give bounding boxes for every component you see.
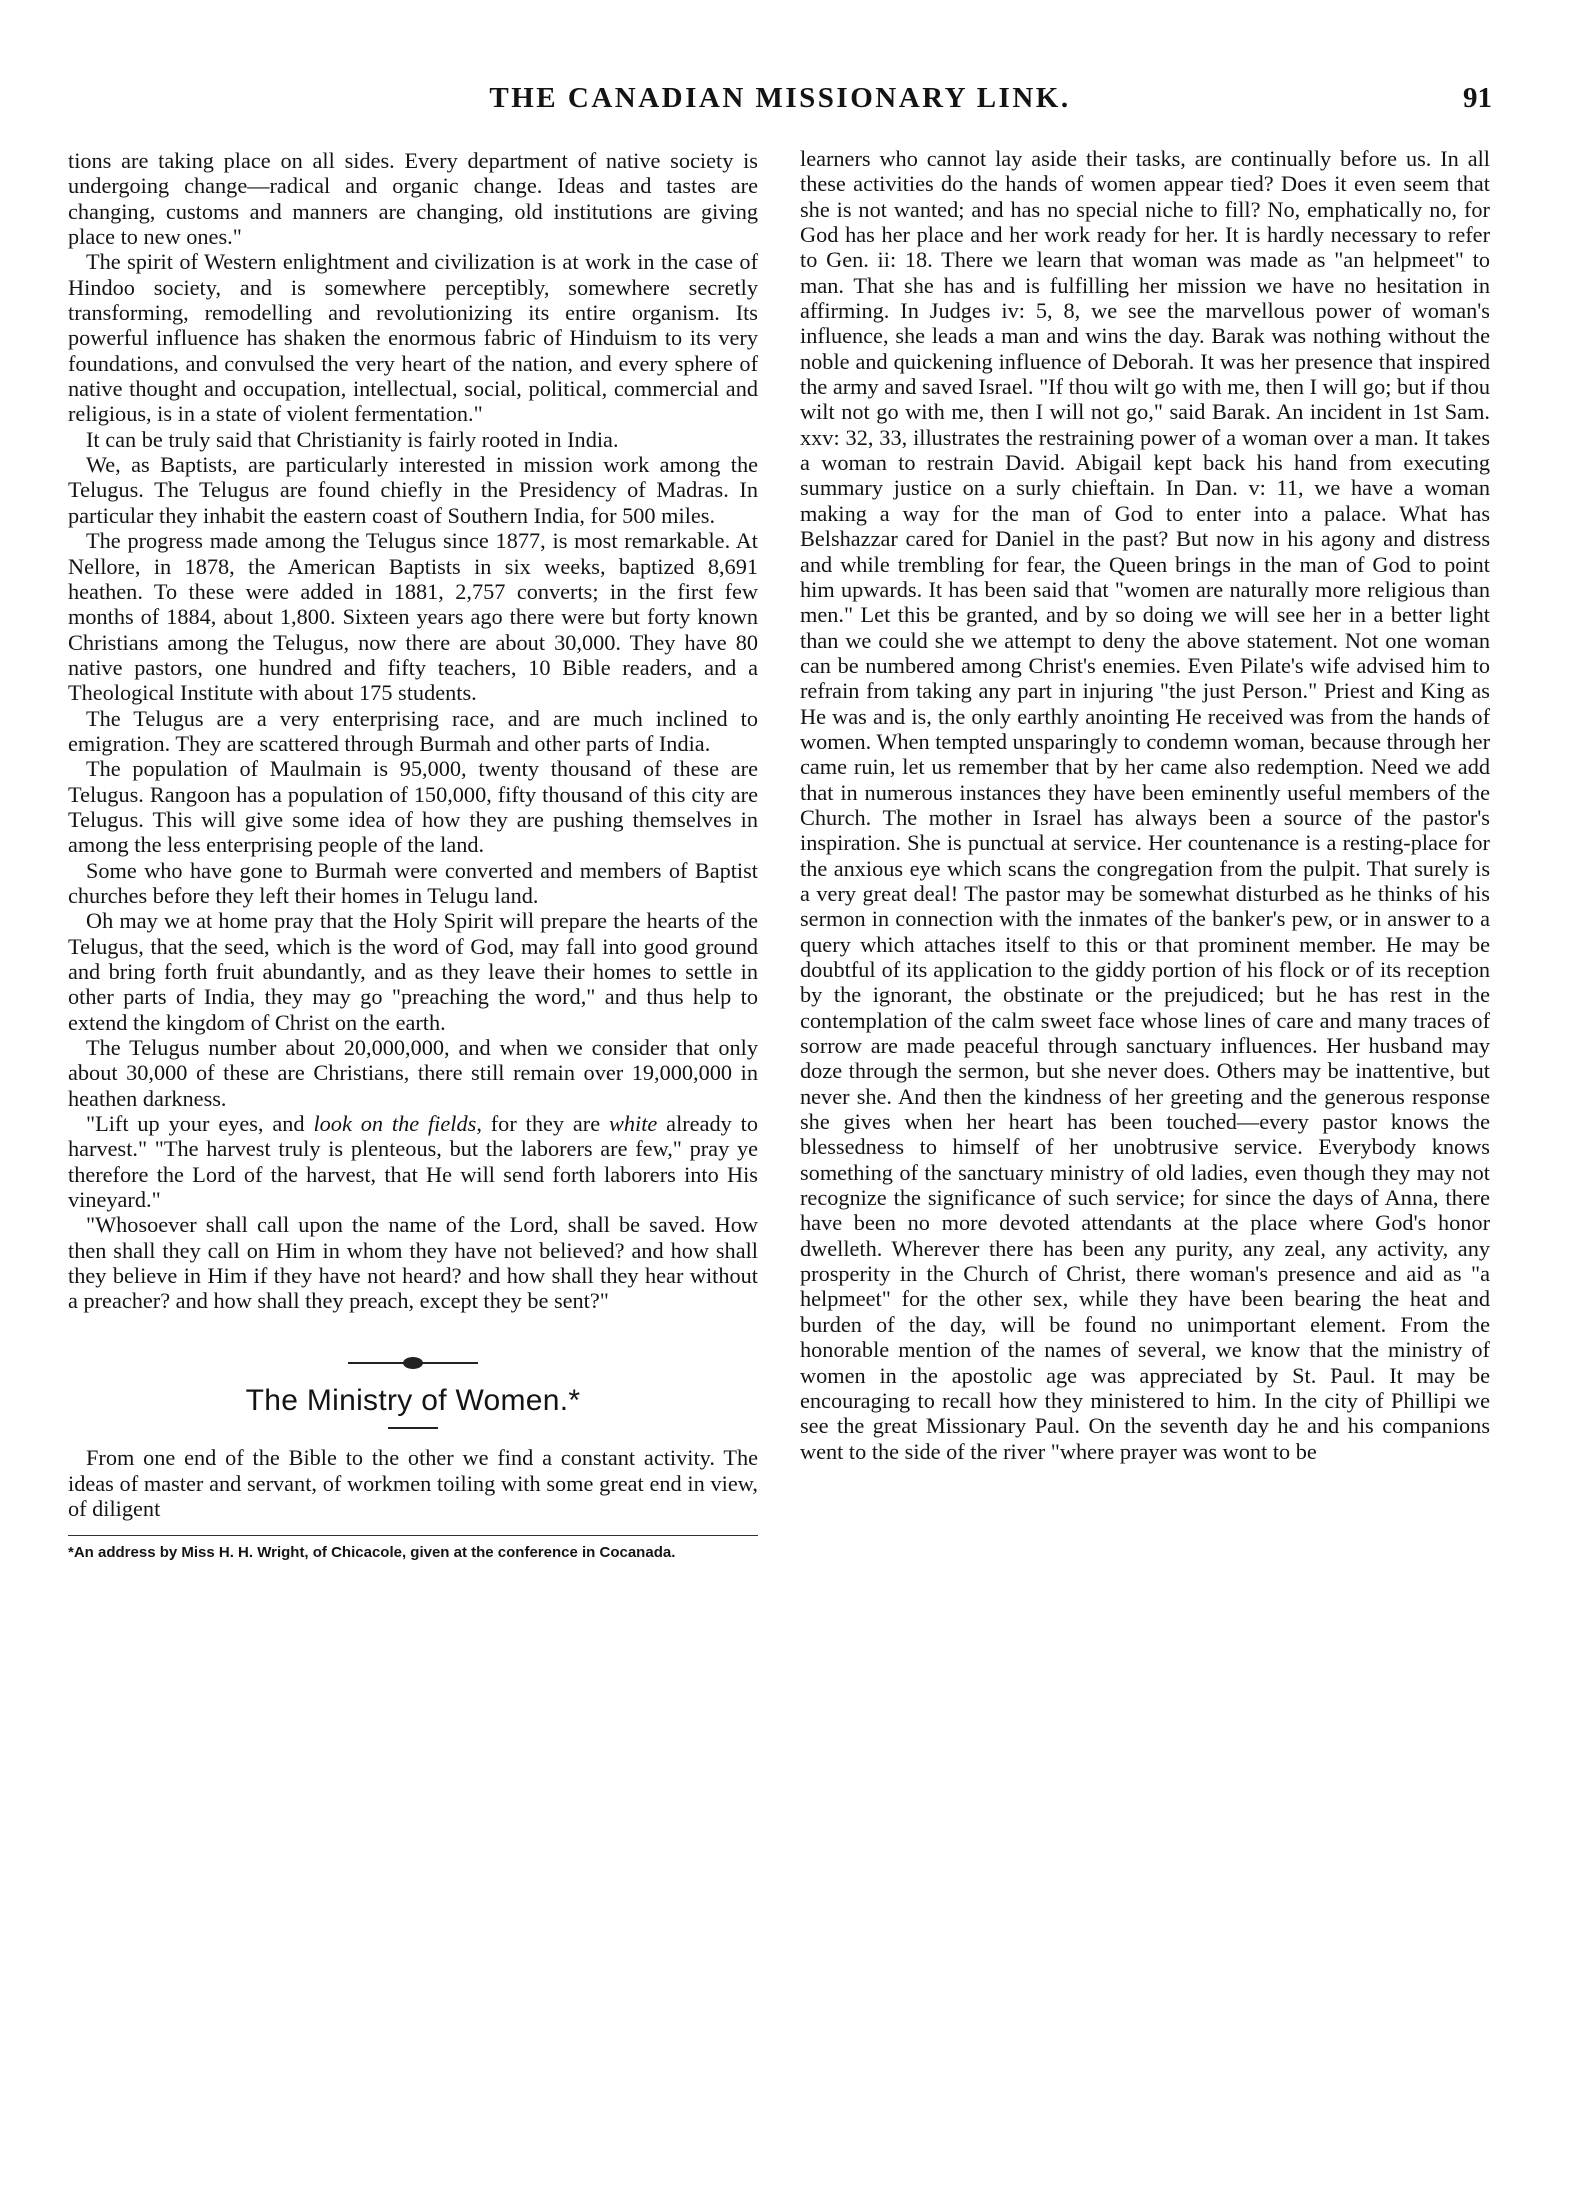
title-rule xyxy=(388,1427,438,1429)
paragraph: "Whosoever shall call upon the name of the Lord, shall be saved. How then shall they call on Him in whom they have not believed? and how shall they believe in Him if they have not heard? and how shall they hear without a preacher? and how shall they preach, except they be sent?" xyxy=(68,1212,758,1314)
section-title: The Ministry of Women.* xyxy=(245,1383,581,1417)
paragraph-harvest xyxy=(68,1111,758,1212)
paragraph: learners who cannot lay aside their tasks, are continually before us. In all these activities do the hands of women appear tied? Does it even seem that she is not wanted; and has no special niche to fill? No, emphatically no, for God has her place and her work ready for her. It is hardly necessary to refer to Gen. ii: 18. There we learn that woman was made as "an helpmeet" to man. That she has and is fulfilling her mission we have no hesitation in affirming. In Judges iv: 5, 8, we see the marvellous power of woman's influence, she leads a man and wins the day. Barak was nothing without the noble and quickening influence of Deborah. It was her presence that inspired the army and saved Israel. "If thou wilt go with me, then I will go; but if thou wilt not go with me, then I will not go," said Barak. An incident in 1st Sam. xxv: 32, 33, illustrates the restraining power of a woman over a man. It takes a woman to restrain David. Abigail kept back his hand from executing summary justice on a surly chieftain. In Dan. v: 11, we have a woman making a way for the man of God to enter into a palace. What has Belshazzar cared for Daniel in the past? But now in his agony and distress and while trembling for fear, the Queen brings in the man of God to point him upwards. It has been said that "women are naturally more religious than men." Let this be granted, and by so doing we will see her in a better light than we could she we attempt to deny the above statement. Not one woman can be numbered among Christ's enemies. Even Pilate's wife advised him to refrain from taking any part in injuring "the just Person." Priest and King as He was and is, the only earthly anointing He received was from the hands of women. When tempted unsparingly to condemn woman, because through her came ruin, let us remember that by her came also redemption. Need we add that in numerous instances they have been eminently useful members of the Church. The mother in Israel has always been a source of the pastor's inspiration. She is punctual at service. Her countenance is a resting-place for the anxious eye which scans the congregation from the pulpit. That surely is a very great deal! The pastor may be somewhat disturbed as he thinks of his sermon in connection with the inmates of the banker's pew, or in answer to a query which attaches itself to this or that prominent member. He may be doubtful of its application to the giddy portion of his flock or of its reception by the ignorant, the obstinate or the prejudiced; but he has rest in the contemplation of the calm sweet face whose lines of care and many traces of sorrow are made peaceful through sanctuary influences. Her husband may doze through the sermon, but she never does. Others may be inattentive, but never she. And then the kindness of her greeting and the generous response she gives when her heart has been touched—every pastor knows the blessedness to himself of her unobtrusive service. Everybody knows something of the sanctuary ministry of old ladies, even though they may not recognize the significance of such service; for since the days of Anna, there have been no more devoted attendants at the place where God's honor dwelleth. Wherever there has been any purity, any zeal, any activity, any prosperity in the Church of Christ, there woman's presence and aid as "a helpmeet" for the other sex, while they have been bearing the heat and burden of the day, will be found no unimportant element. From the honorable mention of the names of several, we know that the ministry of women in the apostolic age was appreciated by St. Paul. It may be encouraging to recall how they ministered to him. In the city of Phillipi we see the great Missionary Paul. On the seventh day he and his companions went to the side of the river "where prayer was wont to be xyxy=(800,146,1490,1464)
page-header xyxy=(60,82,1500,122)
italic-text: white xyxy=(608,1111,658,1137)
paragraph: From one end of the Bible to the other we find a constant activity. The ideas of master and servant, of workmen toiling with some great end in view, of diligent xyxy=(68,1445,758,1521)
text-run: , for they are xyxy=(476,1111,609,1137)
paragraph: Oh may we at home pray that the Holy Spirit will prepare the hearts of the Telugus, that the seed, which is the word of God, may fall into good ground and bring forth fruit abundantly, and as they leave their homes to settle in other parts of India, they may go "preaching the word," and thus help to extend the kingdom of Christ on the earth. xyxy=(68,908,758,1035)
right-column xyxy=(800,146,1490,1464)
paragraph: It can be truly said that Christianity is fairly rooted in India. xyxy=(86,426,619,452)
paragraph: The Telugus number about 20,000,000, and when we consider that only about 30,000 of these are Christians, there still remain over 19,000,000 in heathen darkness. xyxy=(68,1035,758,1111)
text-run: already to harvest." "The harvest truly is plenteous, but the laborers are few," pray ye therefore the Lord of the harvest, that He will send forth laborers into His vineyard." xyxy=(68,1111,758,1213)
paragraph: The population of Maulmain is 95,000, twenty thousand of these are Telugus. Rangoon has a population of 150,000, fifty thousand of this city are Telugus. This will give some idea of how they are pushing themselves in among the less enterprising people of the land. xyxy=(68,756,758,858)
left-column xyxy=(68,148,758,1562)
paragraph: We, as Baptists, are particularly interested in mission work among the Telugus. The Telugus are found chiefly in the Presidency of Madras. In particular they inhabit the eastern coast of Southern India, for 500 miles. xyxy=(68,452,758,528)
paragraph: The spirit of Western enlightment and civilization is at work in the case of Hindoo society, and is somewhere perceptibly, somewhere secretly transforming, remodelling and revolutionizing its entire organism. Its powerful influence has shaken the enormous fabric of Hinduism to its very foundations, and convulsed the very heart of the nation, and every sphere of native thought and occupation, intellectual, social, political, commercial and religious, is in a state of violent fermentation." xyxy=(68,249,758,427)
paragraph: The progress made among the Telugus since 1877, is most remarkable. At Nellore, in 1878, the American Baptists in six weeks, baptized 8,691 heathen. To these were added in 1881, 2,757 converts; in the first few months of 1884, about 1,800. Sixteen years ago there were but forty known Christians among the Telugus, now there are about 30,000. They have 80 native pastors, one hundred and fifty teachers, 10 Bible readers, and a Theological Institute with about 175 students. xyxy=(68,528,758,706)
footnote-rule xyxy=(68,1535,758,1536)
text-run: "Lift up your eyes, and xyxy=(86,1111,314,1137)
section-divider-ornament xyxy=(348,1356,478,1370)
italic-text: look on the fields xyxy=(313,1111,477,1137)
footnote: *An address by Miss H. H. Wright, of Chicacole, given at the conference in Cocanada. xyxy=(68,1544,676,1562)
paragraph: tions are taking place on all sides. Every department of native society is undergoing change—radical and organic change. Ideas and tastes are changing, customs and manners are changing, old institutions are giving place to new ones." xyxy=(68,148,758,250)
paragraph: Some who have gone to Burmah were converted and members of Baptist churches before they left their homes in Telugu land. xyxy=(68,857,758,908)
paragraph: The Telugus are a very enterprising race, and are much inclined to emigration. They are scattered through Burmah and other parts of India. xyxy=(68,705,758,756)
page-number: 91 xyxy=(1463,82,1492,114)
journal-title: THE CANADIAN MISSIONARY LINK. xyxy=(489,82,1071,114)
